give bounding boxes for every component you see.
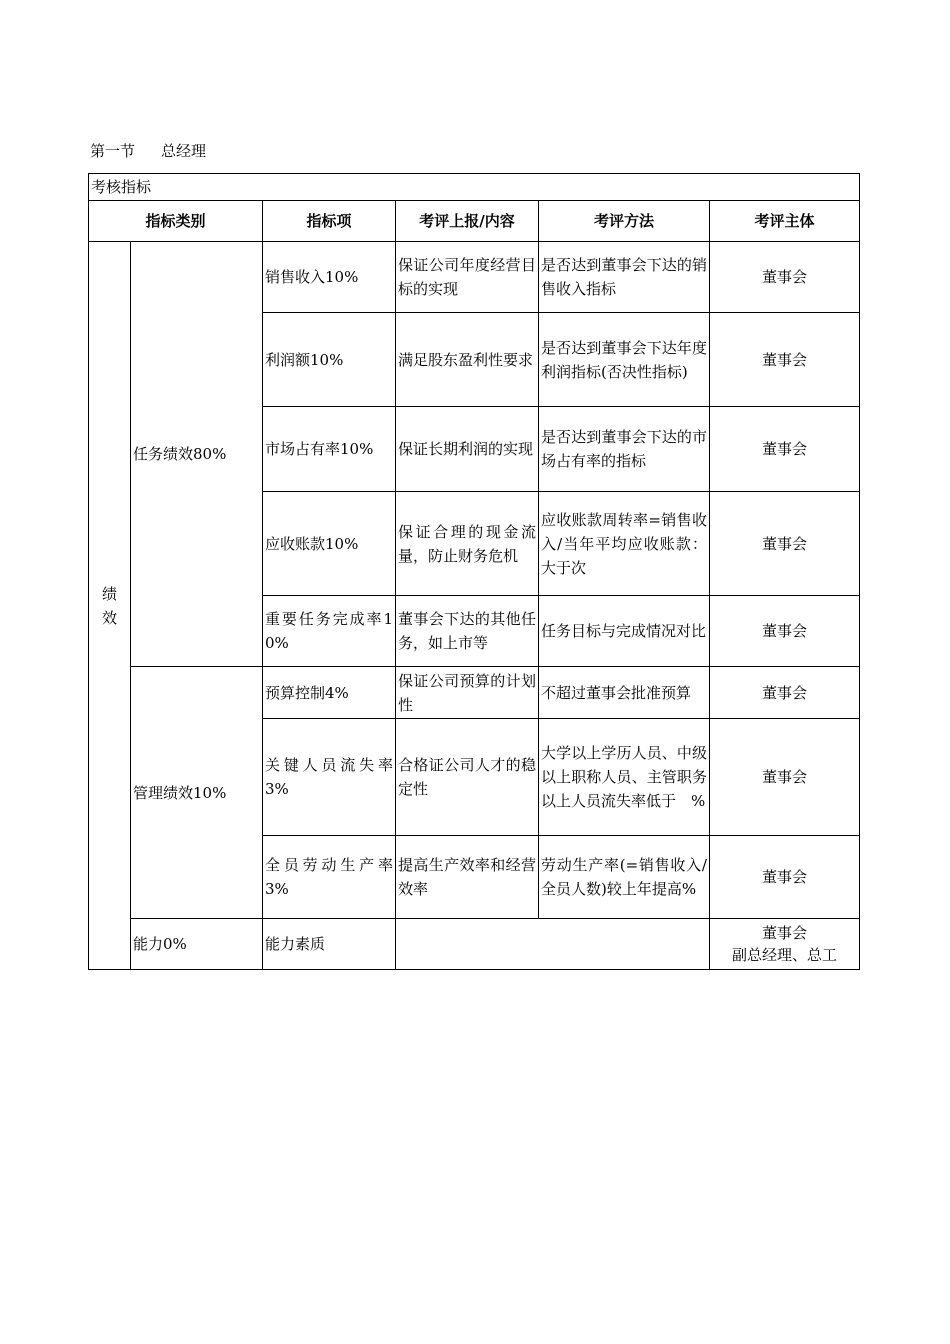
header-method: 考评方法 (539, 201, 710, 242)
content-cell: 保证长期利润的实现 (396, 407, 539, 492)
content-cell: 董事会下达的其他任务，如上市等 (396, 596, 539, 667)
evaluator-cell: 董事会 (710, 719, 860, 836)
section-title: 总经理 (161, 142, 207, 160)
content-cell: 保证合理的现金流量，防止财务危机 (396, 492, 539, 596)
item-cell: 能力素质 (263, 919, 396, 970)
header-item: 指标项 (263, 201, 396, 242)
item-cell: 应收账款10% (263, 492, 396, 596)
method-cell: 不超过董事会批准预算 (539, 667, 710, 719)
content-cell: 保证公司预算的计划性 (396, 667, 539, 719)
evaluator-cell: 董事会 (710, 407, 860, 492)
table-caption: 考核指标 (89, 174, 860, 201)
item-cell: 重要任务完成率10% (263, 596, 396, 667)
item-cell: 销售收入10% (263, 242, 396, 313)
method-cell: 大学以上学历人员、中级以上职称人员、主管职务以上人员流失率低于 % (539, 719, 710, 836)
content-cell: 合格证公司人才的稳定性 (396, 719, 539, 836)
header-content: 考评上报/内容 (396, 201, 539, 242)
evaluator-cell: 董事会 (710, 492, 860, 596)
method-cell: 劳动生产率(=销售收入/全员人数)较上年提高% (539, 836, 710, 919)
group-ability: 能力0% (131, 919, 263, 970)
evaluator-primary: 董事会 (762, 924, 808, 942)
table-row (89, 242, 860, 313)
evaluator-cell (710, 919, 860, 970)
header-category: 指标类别 (89, 201, 263, 242)
evaluator-cell: 董事会 (710, 836, 860, 919)
method-cell: 是否达到董事会下达的市场占有率的指标 (539, 407, 710, 492)
method-cell: 是否达到董事会下达的销售收入指标 (539, 242, 710, 313)
top-category-cell (89, 242, 131, 970)
content-method-empty-cell (396, 919, 710, 970)
item-cell: 市场占有率10% (263, 407, 396, 492)
method-cell: 任务目标与完成情况对比 (539, 596, 710, 667)
method-cell: 是否达到董事会下达年度利润指标(否决性指标) (539, 313, 710, 407)
header-evaluator: 考评主体 (710, 201, 860, 242)
section-heading (90, 140, 206, 162)
group-task-performance: 任务绩效80% (131, 242, 263, 667)
top-category-char-2: 效 (101, 608, 117, 627)
method-cell: 应收账款周转率=销售收入/当年平均应收账款：大于次 (539, 492, 710, 596)
evaluator-cell: 董事会 (710, 313, 860, 407)
content-cell: 保证公司年度经营目标的实现 (396, 242, 539, 313)
item-cell: 预算控制4% (263, 667, 396, 719)
item-cell: 利润额10% (263, 313, 396, 407)
item-cell: 全员劳动生产率3% (263, 836, 396, 919)
content-cell: 提高生产效率和经营效率 (396, 836, 539, 919)
item-cell: 关键人员流失率3% (263, 719, 396, 836)
top-category-char-1: 绩 (101, 584, 117, 603)
table-row (89, 667, 860, 719)
evaluator-secondary: 副总经理、总工 (732, 946, 838, 964)
group-management-performance: 管理绩效10% (131, 667, 263, 919)
section-number: 第一节 (90, 142, 136, 160)
evaluator-cell: 董事会 (710, 667, 860, 719)
evaluator-cell: 董事会 (710, 242, 860, 313)
table-row (89, 919, 860, 970)
content-cell: 满足股东盈利性要求 (396, 313, 539, 407)
evaluator-cell: 董事会 (710, 596, 860, 667)
kpi-table (88, 173, 860, 970)
